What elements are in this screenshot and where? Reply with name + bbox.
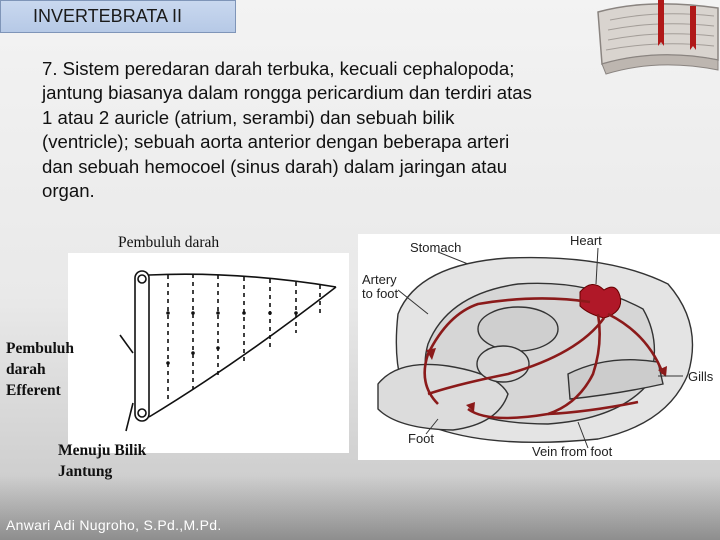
- label-artery: Artery: [362, 272, 397, 287]
- top-vessel: [149, 274, 336, 287]
- label-pembuluh-darah: Pembuluh darah: [118, 234, 220, 251]
- label-line: darah: [6, 361, 46, 378]
- label-gills: Gills: [688, 369, 714, 384]
- main-paragraph: [42, 57, 666, 203]
- label-line: Pembuluh: [6, 340, 75, 357]
- paragraph-line: 1 atau 2 auricle (atrium, serambi) dan sebuah bilik: [42, 106, 455, 128]
- paragraph-line: dan sebuah hemocoel (sinus darah) dalam jaringan atau: [42, 155, 508, 177]
- efferent-vessel: [135, 271, 149, 421]
- label-to-foot: to foot: [362, 286, 399, 301]
- paragraph-line: organ.: [42, 180, 95, 202]
- label-line: Menuju Bilik: [58, 442, 147, 459]
- label-line: Efferent: [6, 382, 61, 399]
- label-stomach: Stomach: [410, 240, 462, 255]
- label-pembuluh-efferent: [6, 338, 74, 401]
- gill-vessel-diagram: [68, 253, 349, 453]
- label-line: Jantung: [58, 463, 113, 480]
- paragraph-line: jantung biasanya dalam rongga pericardium dan terdiri atas: [42, 82, 532, 104]
- paragraph-line: 7. Sistem peredaran darah terbuka, kecuali cephalopoda;: [42, 58, 515, 79]
- bivalve-drawing: [358, 234, 720, 460]
- bivalve-circulation-diagram: [358, 234, 720, 460]
- label-foot: Foot: [408, 431, 435, 446]
- author-footer: Anwari Adi Nugroho, S.Pd.,M.Pd.: [6, 517, 222, 533]
- slide-title: INVERTEBRATA II: [33, 6, 183, 26]
- paragraph-line: (ventricle); sebuah aorta anterior dengan beberapa arteri: [42, 131, 510, 153]
- stomach-shape: [478, 307, 558, 351]
- label-heart: Heart: [570, 234, 602, 248]
- label-vein: Vein from foot: [532, 444, 613, 459]
- label-menuju-bilik: [58, 440, 146, 482]
- gill-vessel-drawing: [68, 253, 349, 453]
- slide-title-box: [0, 0, 236, 33]
